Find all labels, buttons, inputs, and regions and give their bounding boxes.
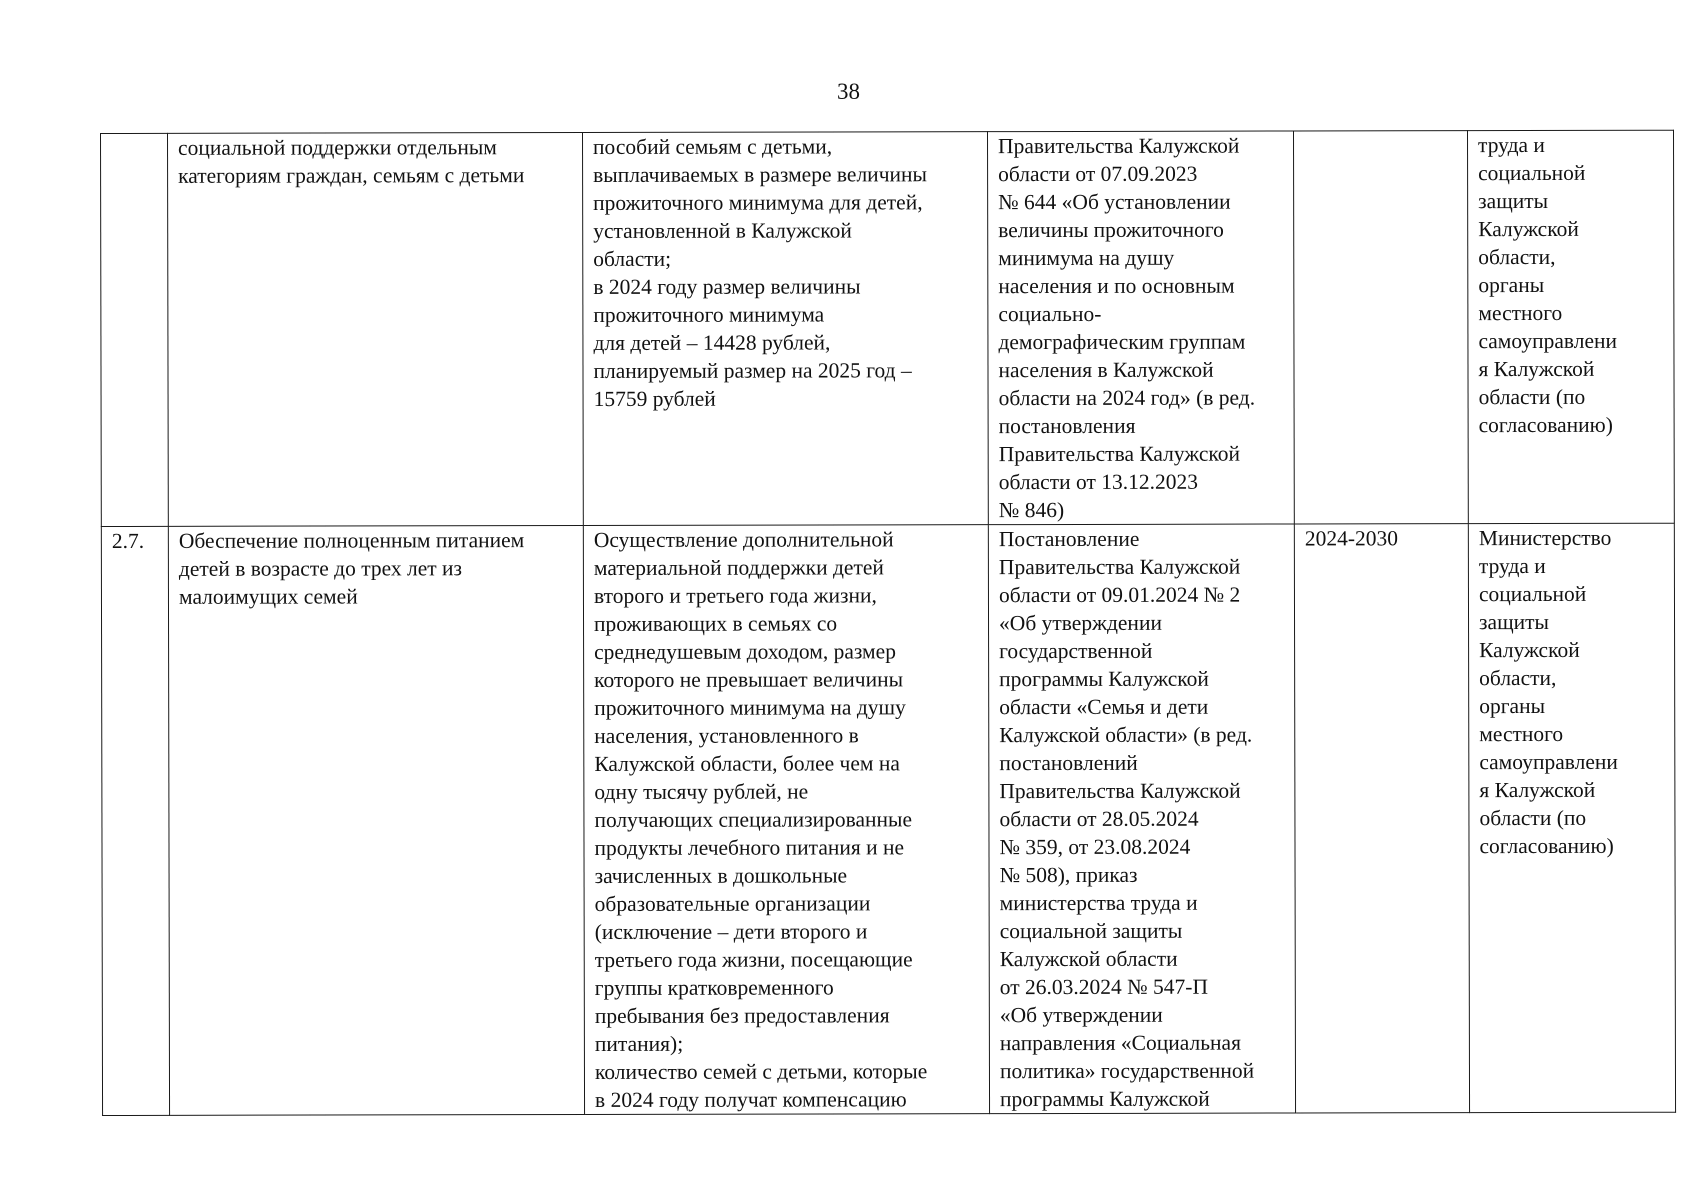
cell-measure-name (168, 525, 584, 1115)
cell-responsible-text: труда и социальной защиты Калужской области, органы местного самоуправлени я Калужской области (по согласованию) (1478, 132, 1618, 438)
cell-term (1293, 131, 1468, 524)
cell-term-text: 2024-2030 (1304, 526, 1399, 551)
page-number: 38 (837, 79, 860, 104)
cell-number-text: 2.7. (111, 528, 145, 553)
cell-measure-name (168, 132, 584, 526)
table-row (101, 523, 1675, 1115)
measures-table (100, 130, 1676, 1116)
cell-number (101, 526, 169, 1115)
cell-number (101, 133, 169, 526)
cell-description-text: Осуществление дополнительной материальной поддержки детей второго и третьего года жизни, проживающих в семьях со среднедушевым доходом, размер которого не превышает величины прожиточного минимума на душу населения, установленного в Калужской области, более чем на одну тысячу рублей, не получающих специализированные продукты лечебного питания и не зачисленных в дошкольные образовательные организации (исключение – дети второго и третьего года жизни, посещающие группы кратковременного пребывания без предоставления питания); количество семей с детьми, которые в 2024 году получат компенсацию (593, 527, 928, 1112)
table-row (101, 130, 1675, 526)
cell-legal-document-text: Постановление Правительства Калужской области от 09.01.2024 № 2 «Об утверждении государственной программы Калужской области «Семья и дети Калужской области» (в ред. постановлений Правительства Калужской области от 28.05.2024 № 359, от 23.08.2024 № 508), приказ министерства труда и социальной защиты Калужской области от 26.03.2024 № 547-П «Об утверждении направления «Социальная политика» государственной программы Калужской (998, 526, 1255, 1112)
cell-measure-name-text: Обеспечение полноценным питанием детей в возрасте до трех лет из малоимущих семей (178, 528, 525, 609)
cell-description-text: пособий семьям с детьми, выплачиваемых в размере величины прожиточного минимума для детей, установленной в Калужской области; в 2024 году размер величины прожиточного минимума для детей – 14428 рублей, планируемый размер на 2025 год – 15759 рублей (593, 134, 927, 411)
cell-legal-document-text: Правительства Калужской области от 07.09.2023 № 644 «Об установлении величины прожиточного минимума на душу населения и по основным социально- демографическим группам населения в Калужской области на 2024 год» (в ред. постановления Правительства Калужской области от 13.12.2023 № 846) (998, 133, 1256, 523)
cell-responsible-text: Министерство труда и социальной защиты Калужской области, органы местного самоуправлени я Калужской области (по согласованию) (1478, 525, 1618, 859)
cell-description (583, 132, 989, 526)
cell-responsible (1468, 523, 1675, 1112)
cell-legal-document (988, 524, 1295, 1114)
cell-term (1294, 524, 1469, 1113)
cell-description (583, 525, 989, 1115)
cell-responsible (1467, 130, 1674, 523)
cell-legal-document (987, 131, 1294, 525)
cell-measure-name-text: социальной поддержки отдельным категориям граждан, семьям с детьми (178, 135, 525, 188)
